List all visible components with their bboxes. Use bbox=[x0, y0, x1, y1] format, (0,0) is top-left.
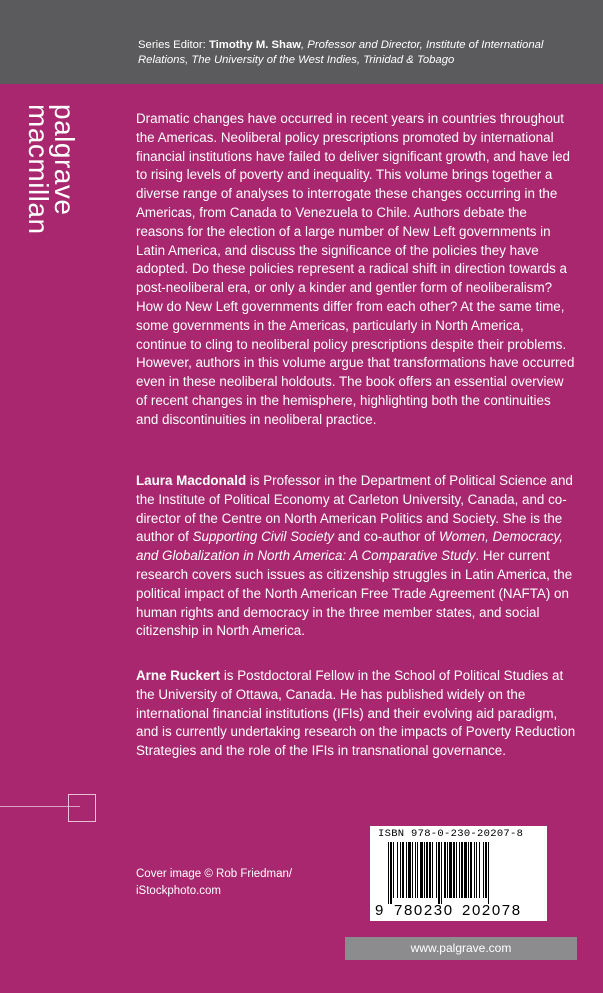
isbn-digit-group: 780230 bbox=[394, 902, 454, 919]
isbn-label: ISBN 978-0-230-20207-8 bbox=[378, 828, 524, 840]
barcode-bar bbox=[424, 842, 425, 898]
series-editor-affiliation: , Professor and Director, Institute of International Relations, The University of the West Indies, Trinidad & Tobago bbox=[138, 39, 544, 66]
author-name: Arne Ruckert bbox=[136, 668, 221, 683]
series-editor-text bbox=[138, 38, 593, 68]
barcode-bar bbox=[393, 842, 394, 898]
barcode-bar bbox=[390, 842, 392, 904]
barcode-bar bbox=[449, 842, 452, 898]
author-bio-macdonald bbox=[136, 472, 576, 641]
barcode-bar bbox=[453, 842, 455, 898]
barcode-bar bbox=[468, 842, 469, 898]
barcode-bars bbox=[388, 842, 538, 904]
credit-line: Cover image © Rob Friedman/ bbox=[136, 868, 293, 880]
series-editor-label: Series Editor: bbox=[138, 39, 209, 51]
barcode-bar bbox=[406, 842, 407, 898]
barcode-bar bbox=[412, 842, 413, 898]
book-description bbox=[136, 110, 576, 430]
series-editor-band bbox=[0, 0, 603, 84]
barcode-bar bbox=[479, 842, 480, 898]
barcode-bar bbox=[436, 842, 437, 898]
description-text: Dramatic changes have occurred in recent years in countries throughout the Americas. Neoliberal policy prescriptions promoted by international financial institutions have failed to deliver significant growth, and have led to rising levels of poverty and inequality. This volume brings together a diverse range of analyses to interrogate these changes occurring in the Americas, from Canada to Venezuela to Chile. Authors debate the reasons for the election of a large number of New Left governments in Latin America, and discuss the significance of the policies they have adopted. Do these policies represent a radical shift in direction towards a post-neoliberal era, or only a kinder and gentler form of neoliberalism? How do New Left governments differ from each other? At the same time, some governments in the Americas, particularly in North America, continue to cling to neoliberal policy prescriptions despite their problems. However, authors in this volume argue that transformations have occurred even in these neoliberal holdouts. The book offers an essential overview of recent changes in the hemisphere, highlighting both the continuities and discontinuities in neoliberal practice. bbox=[136, 111, 575, 427]
author-bio-text: . Her current research covers such issues as citizenship struggles in Latin America, the political impact of the North American Free Trade Agreement (NAFTA) on human rights and democracy in the three member states, and social citizenship in North America. bbox=[136, 548, 573, 639]
book-title: Women, Democracy, and Globalization in North America: A Comparative Study bbox=[136, 529, 563, 564]
series-editor-name: Timothy M. Shaw bbox=[208, 39, 302, 51]
barcode-bar bbox=[397, 842, 398, 898]
barcode-bar bbox=[483, 842, 484, 898]
author-bio-text: and co-author of bbox=[334, 529, 439, 545]
author-name: Laura Macdonald bbox=[136, 473, 247, 488]
barcode-bar bbox=[464, 842, 467, 898]
barcode-bar bbox=[444, 842, 446, 898]
isbn-barcode bbox=[370, 826, 547, 921]
barcode-bar bbox=[488, 842, 489, 904]
barcode-bar bbox=[388, 842, 389, 904]
barcode-bar bbox=[426, 842, 428, 898]
barcode-bar bbox=[474, 842, 475, 898]
logo-word-palgrave: palgrave bbox=[49, 104, 80, 216]
barcode-bar bbox=[402, 842, 404, 898]
barcode-bar bbox=[432, 842, 433, 898]
author-bio-ruckert bbox=[136, 667, 576, 761]
barcode-bar bbox=[447, 842, 448, 898]
barcode-bar bbox=[400, 842, 401, 898]
barcode-bar bbox=[438, 842, 440, 904]
barcode-bar bbox=[476, 842, 477, 898]
barcode-bar bbox=[420, 842, 423, 898]
barcode-bar bbox=[415, 842, 416, 898]
credit-line: iStockphoto.com bbox=[136, 885, 222, 897]
barcode-bar bbox=[429, 842, 431, 898]
barcode-bar bbox=[485, 842, 487, 898]
barcode-bar bbox=[470, 842, 472, 898]
publisher-url[interactable]: www.palgrave.com bbox=[345, 937, 577, 960]
barcode-bar bbox=[461, 842, 463, 898]
barcode-bar bbox=[417, 842, 418, 898]
logo-word-macmillan: macmillan bbox=[23, 104, 54, 235]
decorative-square bbox=[68, 794, 96, 822]
barcode-bar bbox=[441, 842, 442, 904]
book-title: Supporting Civil Society bbox=[192, 529, 334, 545]
author-bio-text: is Professor in the Department of Political Science and the Institute of Political Economy at Carleton University, Canada, and co-director of the Centre on North American Politics and Society. She is the author of bbox=[136, 473, 573, 545]
barcode-bar bbox=[456, 842, 457, 898]
barcode-bar bbox=[459, 842, 460, 898]
barcode-bar bbox=[408, 842, 411, 898]
publisher-logo bbox=[23, 104, 86, 274]
author-bio-text: is Postdoctoral Fellow in the School of Political Studies at the University of Ottawa, Canada. He has published widely on the international financial institutions (IFIs) and their evolving aid paradigm, and is currently undertaking research on the impacts of Poverty Reduction Strategies and the role of the IFIs in transnational governance. bbox=[136, 668, 576, 759]
isbn-lead-digit: 9 bbox=[375, 902, 385, 919]
cover-image-credit bbox=[136, 866, 292, 900]
isbn-digit-group: 202078 bbox=[462, 902, 522, 919]
